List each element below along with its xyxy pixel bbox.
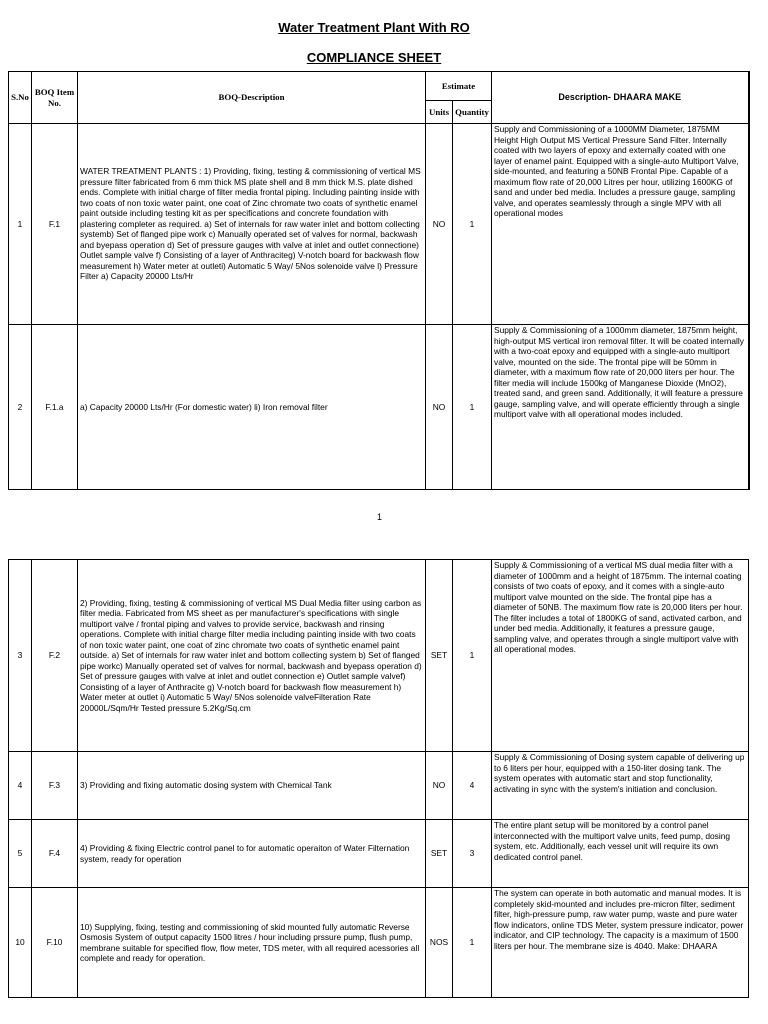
cell-boq-description: 3) Providing and fixing automatic dosing system with Chemical Tank: [78, 752, 426, 820]
cell-boq-description: 10) Supplying, fixing, testing and commissioning of skid mounted fully automatic Reverse Osmosis System of output capacity 1500 litres / hour including prssure pump, flush pump, membrane suitable for specified flow, flow meter, TDS meter, with all required acessories all complete and ready for operation.: [78, 888, 426, 998]
table-row: [9, 325, 749, 490]
document-subtitle: COMPLIANCE SHEET: [306, 50, 442, 65]
cell-boq-description: WATER TREATMENT PLANTS : 1) Providing, fixing, testing & commissioning of vertical MS pressure filter fabricated from 6 mm thick MS plate shell and 8 mm thick M.S. plate dished ends. Complete with initial charge of filter media frontal piping. Including painting inside with two coats of non toxic water paint, one coat of Zinc chromate two coats of synthetic enamel paint outside including testing kit as per specifications and concrete foundation with plastering completer as required. a) Set of internals for raw water inlet and bottom collecting systemb) Set of flanged pipe work c) Manually operated set of valves for normal, backwash and byepass operation d) Set of pressure gauges with valve at inlet and outlet connectione) Outlet sample valve f) Consisting of a layer of Anthraciteg) V-notch board for backwash flow measurement h) Water meter at outleti) Automatic 5 Way/ 5Nos solenoide valve l) Pressure Filter a) Capacity 20000 Lts/Hr: [78, 124, 426, 325]
cell-quantity: 1: [453, 888, 492, 998]
cell-boq-item: F.2: [32, 560, 78, 752]
compliance-table-page-2: [8, 559, 749, 998]
table-row: [9, 820, 749, 888]
cell-sno: 2: [9, 325, 32, 490]
cell-boq-item: F.4: [32, 820, 78, 888]
cell-make-description: The entire plant setup will be monitored by a control panel interconnected with the multiport valve units, feed pump, dosing system, etc. Additionally, each vessel unit will require its own dedicated control panel.: [492, 820, 749, 888]
cell-sno: 10: [9, 888, 32, 998]
page-number: 1: [377, 512, 383, 522]
cell-units: NO: [426, 752, 453, 820]
header-estimate: Estimate: [426, 72, 492, 101]
header-units: Units: [426, 101, 453, 124]
cell-units: SET: [426, 820, 453, 888]
cell-quantity: 1: [453, 325, 492, 490]
document-title: Water Treatment Plant With RO: [278, 20, 470, 35]
cell-sno: 3: [9, 560, 32, 752]
header-sno: S.No: [9, 72, 32, 124]
cell-make-description: The system can operate in both automatic and manual modes. It is completely skid-mounted and includes pre-micron filter, sediment filter, high-pressure pump, raw water pump, waste and pure water flow indicators, online TDS Meter, system pressure indicator, power indicator, and CIP technology. The capacity is a maximum of 1500 liters per hour. The membrane size is 4040. Make: DHAARA: [492, 888, 749, 998]
header-boq-description: BOQ-Description: [78, 72, 426, 124]
cell-make-description: Supply & Commissioning of a 1000mm diameter, 1875mm height, high-output MS vertical iron removal filter. It will be coated internally with a two-coat epoxy and equipped with a single-auto multiport valve, mounted on the side. The frontal pipe will be 50mm in diameter, with a maximum flow rate of 20,000 liters per hour. The filter media will include 1500kg of Manganese Dioxide (MnO2), treated sand, and green sand. Additionally, it will feature a pressure gauge, sampling valve, and will operate efficiently through a single multiport valve with all operational modes included.: [492, 325, 749, 490]
cell-sno: 4: [9, 752, 32, 820]
cell-quantity: 1: [453, 124, 492, 325]
cell-quantity: 1: [453, 560, 492, 752]
cell-units: NO: [426, 325, 453, 490]
cell-boq-description: a) Capacity 20000 Lts/Hr (For domestic water) li) Iron removal filter: [78, 325, 426, 490]
cell-make-description: Supply & Commissioning of Dosing system capable of delivering up to 6 liters per hour, equipped with a 150-liter dosing tank. The system operates with automatic start and stop functionality, activating in sync with the system's initiation and conclusion.: [492, 752, 749, 820]
cell-boq-description: 4) Providing & fixing Electric control panel to for automatic operaiton of Water Filternation system, ready for operation: [78, 820, 426, 888]
header-quantity: Quantity: [453, 101, 492, 124]
cell-units: NOS: [426, 888, 453, 998]
table-row: [9, 752, 749, 820]
cell-boq-item: F.1.a: [32, 325, 78, 490]
cell-boq-description: 2) Providing, fixing, testing & commissioning of vertical MS Dual Media filter using carbon as filter media. Fabricated from MS sheet as per manufacturer's specifications with single multiport valve / frontal piping and valves to provide service, backwash and rinsing operations. Complete with initial charge filter media including painting inside with two coats of non toxic water paint, one coat of zinc chromate two coats of synthetic enamel paint outside. a) Set of internals for raw water inlet and bottom collecting system b) Set of flanged pipe workc) Manually operated set of valves for normal, backwash and byepass operation d) Set of pressure gauges with valve at inlet and outlet connection e) Outlet sample valvef) Consisting of a layer of Anthracite g) V-notch board for backwash flow measurement h) Water meter at outlet i) Automatic 5 Way/ 5Nos solenoide valveFilteration Rate 20000L/Sqm/Hr Tested pressure 5.2Kg/Sq.cm: [78, 560, 426, 752]
cell-make-description: Supply and Commissioning of a 1000MM Diameter, 1875MM Height High Output MS Vertical Pressure Sand Filter. Internally coated with two layers of epoxy and externally coated with one layer of enamel paint. Equipped with a single-auto Multiport Valve, side-mounted, and featuring a 50NB Frontal Pipe. Capable of a maximum flow rate of 20,000 Litres per hour, utilizing 1600KG of sand and under bed media. Includes a pressure gauge, sampling valve, and operates seamlessly through a single MPV with all operational modes: [492, 124, 749, 325]
header-make-description: Description- DHAARA MAKE: [492, 72, 749, 124]
cell-boq-item: F.10: [32, 888, 78, 998]
cell-units: SET: [426, 560, 453, 752]
table-header-row: [9, 72, 749, 101]
cell-sno: 1: [9, 124, 32, 325]
cell-boq-item: F.1: [32, 124, 78, 325]
table-row: [9, 124, 749, 325]
cell-sno: 5: [9, 820, 32, 888]
cell-quantity: 4: [453, 752, 492, 820]
cell-quantity: 3: [453, 820, 492, 888]
table-row: [9, 560, 749, 752]
table-row: [9, 888, 749, 998]
cell-units: NO: [426, 124, 453, 325]
cell-boq-item: F.3: [32, 752, 78, 820]
header-boq-item: BOQ Item No.: [32, 72, 78, 124]
cell-make-description: Supply & Commissioning of a vertical MS dual media filter with a diameter of 1000mm and a height of 1875mm. The internal coating consists of two coats of epoxy, and it comes with a single-auto multiport valve mounted on the side. The frontal pipe has a diameter of 50NB. The maximum flow rate is 20,000 liters per hour. The filter includes a total of 1800KG of sand, activated carbon, and under bed media. Additionally, it features a pressure gauge, sampling valve, and operates through a single multiport valve with all operational modes.: [492, 560, 749, 752]
compliance-table-page-1: [8, 71, 750, 490]
